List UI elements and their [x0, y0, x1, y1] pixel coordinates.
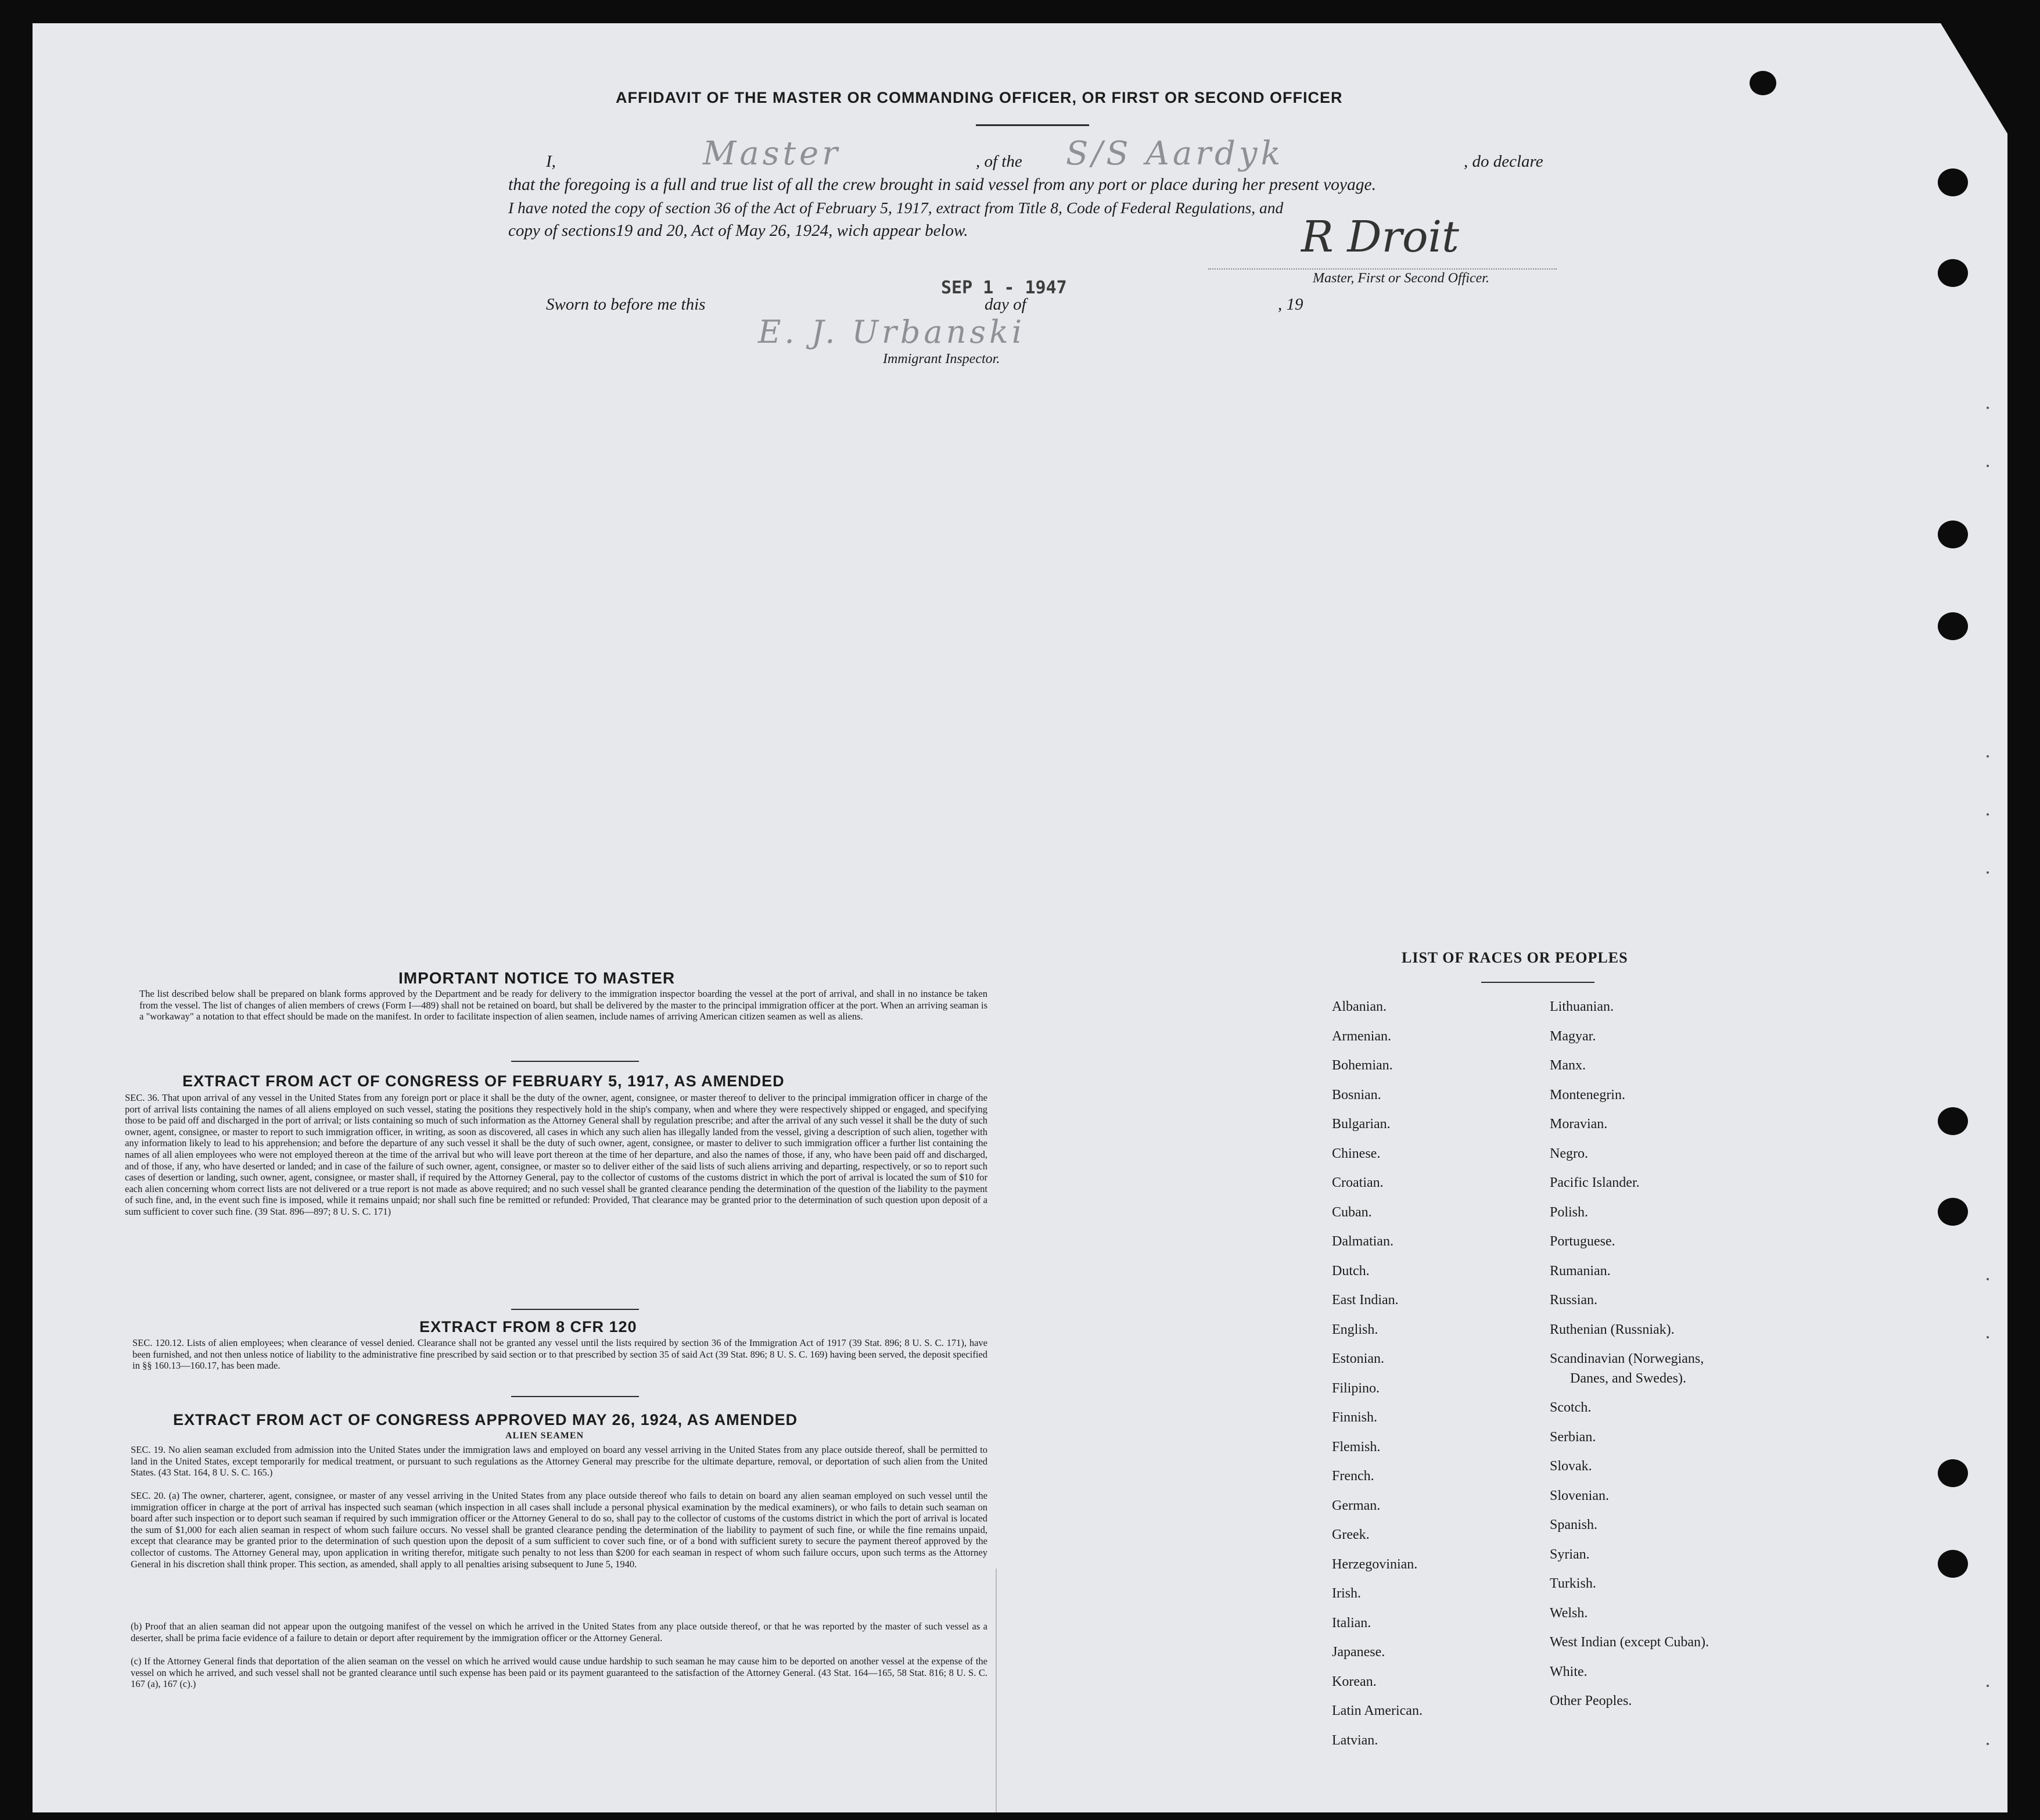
race-item: Bulgarian. [1332, 1117, 1391, 1132]
races-right-column [1550, 999, 1709, 1723]
punch-hole-icon [1938, 168, 1968, 196]
race-item: Chinese. [1332, 1146, 1381, 1161]
race-item: Scotch. [1550, 1400, 1592, 1415]
races-rule [1481, 982, 1594, 983]
races-left-column [1332, 999, 1423, 1762]
race-item: Scandinavian (Norwegians, [1550, 1351, 1704, 1366]
perforation-dot [1987, 407, 1989, 409]
officer-signature: R Droit [1301, 212, 1459, 262]
race-item: Portuguese. [1550, 1234, 1615, 1249]
signature-line [1208, 268, 1557, 270]
sec-20b-text: (b) Proof that an alien seaman did not appear upon the outgoing manifest of the vessel on which he arrived in the United States from any place outside thereof, or that he was reported by the master of such vessel as a deserter, shall be prima facie evidence of a failure to detain or deport after requirement by the immigration officer or the Attorney General. [131, 1621, 987, 1643]
perforation-dot [1987, 1336, 1989, 1338]
affidavit-heading: AFFIDAVIT OF THE MASTER OR COMMANDING OFFICER, OR FIRST OR SECOND OFFICER [616, 89, 1343, 106]
race-item: Italian. [1332, 1615, 1371, 1631]
race-item: Lithuanian. [1550, 999, 1614, 1014]
race-item: Magyar. [1550, 1028, 1596, 1044]
perforation-dot [1987, 755, 1989, 758]
race-item: Rumanian. [1550, 1263, 1611, 1279]
race-item: Ruthenian (Russniak). [1550, 1322, 1675, 1337]
race-item: Pacific Islander. [1550, 1175, 1640, 1190]
race-item: Danes, and Swedes). [1570, 1371, 1686, 1386]
race-item: Latin American. [1332, 1703, 1423, 1718]
race-item: Montenegrin. [1550, 1087, 1625, 1103]
date-stamp: SEP 1 - 1947 [941, 278, 1067, 298]
extract-1917-heading: EXTRACT FROM ACT OF CONGRESS OF FEBRUARY 5, 1917, AS AMENDED [182, 1072, 785, 1090]
extract-cfr-rule [511, 1396, 639, 1397]
notice-heading: IMPORTANT NOTICE TO MASTER [398, 969, 676, 987]
extract-cfr-text: SEC. 120.12. Lists of alien employees; when clearance of vessel denied. Clearance shall not be granted any vessel until the lists required by section 36 of the Immigration Act of 1917 (39 Stat. 896; 8 U. S. C. 171), have been furnished, and not then unless notice of liability to the administrative fine prescribed by said section or to that prescribed by section 35 of said Act (39 Stat. 896; 8 U. S. C. 169) having been served, the deposit specified in §§ 160.13—160.17, has been made. [132, 1337, 987, 1372]
of-the-label: , of the [976, 152, 1022, 171]
race-item: Filipino. [1332, 1380, 1380, 1396]
race-item: Croatian. [1332, 1175, 1384, 1190]
perforation-dot [1987, 465, 1989, 467]
notice-rule [511, 1061, 639, 1062]
sec-20c-text: (c) If the Attorney General finds that deportation of the alien seaman on the vessel on which he arrived would cause undue hardship to such seaman he may cause him to be deported on another vessel at the expense of the vessel on which he arrived, and such vessel shall not be granted clearance until such expense has been paid or its payment guaranteed to the satisfaction of the Attorney General. (43 Stat. 164—165, 58 Stat. 816; 8 U. S. C. 167 (a), 167 (c).) [131, 1656, 987, 1690]
year-label: , 19 [1278, 295, 1303, 314]
punch-hole-icon [1938, 612, 1968, 640]
race-item: Polish. [1550, 1204, 1589, 1220]
perforation-dot [1987, 1278, 1989, 1280]
day-of-label: day of [985, 295, 1026, 314]
race-item: Greek. [1332, 1527, 1370, 1542]
officer-caption: Master, First or Second Officer. [1313, 271, 1489, 286]
inspector-caption: Immigrant Inspector. [883, 351, 1000, 367]
race-item: German. [1332, 1498, 1381, 1513]
punch-hole-icon [1938, 1107, 1968, 1135]
punch-hole-icon [1938, 259, 1968, 287]
i-label: I, [546, 152, 556, 171]
race-item: Dalmatian. [1332, 1234, 1393, 1249]
race-item: Armenian. [1332, 1028, 1391, 1044]
races-heading: LIST OF RACES OR PEOPLES [1402, 949, 1628, 966]
race-item: Spanish. [1550, 1517, 1598, 1532]
sworn-label: Sworn to before me this [546, 295, 706, 314]
race-item: Russian. [1550, 1293, 1598, 1308]
perforation-dot [1987, 1743, 1989, 1745]
race-item: French. [1332, 1469, 1374, 1484]
race-item: Irish. [1332, 1586, 1361, 1601]
punch-hole-icon [1938, 520, 1968, 548]
race-item: Albanian. [1332, 999, 1387, 1014]
race-item: White. [1550, 1664, 1588, 1679]
race-item: Negro. [1550, 1146, 1588, 1161]
race-item: English. [1332, 1322, 1378, 1337]
fold-line [996, 1568, 997, 1812]
heading-rule [976, 124, 1089, 126]
extract-cfr-heading: EXTRACT FROM 8 CFR 120 [419, 1318, 637, 1336]
punch-hole-icon [1938, 1459, 1968, 1487]
perforation-dot [1987, 813, 1989, 816]
perforation-dot [1987, 871, 1989, 874]
race-item: Bohemian. [1332, 1058, 1393, 1073]
extract-1924-heading: EXTRACT FROM ACT OF CONGRESS APPROVED MAY 26, 1924, AS AMENDED [173, 1411, 798, 1428]
punch-hole-icon [1938, 1550, 1968, 1578]
race-item: Slovak. [1550, 1459, 1592, 1474]
race-item: Moravian. [1550, 1117, 1608, 1132]
vessel-entry: S/S Aardyk [1066, 135, 1284, 173]
race-item: Japanese. [1332, 1645, 1385, 1660]
declare-label: , do declare [1464, 152, 1543, 171]
affidavit-line-3: I have noted the copy of section 36 of the Act of February 5, 1917, extract from Title 8, Code of Federal Regulations, and [508, 199, 1284, 217]
race-item: East Indian. [1332, 1293, 1399, 1308]
race-item: Turkish. [1550, 1576, 1596, 1591]
race-item: Korean. [1332, 1674, 1377, 1689]
punch-hole-icon [1938, 1198, 1968, 1226]
race-item: Other Peoples. [1550, 1693, 1632, 1708]
race-item: Welsh. [1550, 1605, 1588, 1621]
perforation-dot [1987, 1685, 1989, 1687]
punch-hole-icon [1750, 71, 1776, 95]
master-entry: Master [703, 135, 841, 173]
race-item: Flemish. [1332, 1439, 1381, 1455]
sec-20a-text: SEC. 20. (a) The owner, charterer, agent, consignee, or master of any vessel arriving in the United States from any place outside thereof who fails to detain on board any alien seaman employed on such vessel until the immigration officer in charge at the port of arrival has inspected such seaman (which inspection in all cases shall include a personal physical examination by the medical examiners), or who fails to detain such seaman on board after such inspection or to deport such seaman if required by such immigration officer or the Attorney General to do so, shall pay to the collector of customs of the customs district in which the port of arrival is located the sum of $1,000 for each alien seaman in respect of whom such failure occurs. No vessel shall be granted clearance pending the determination of the liability to payment of such fine, or while the fine remains unpaid, except that clearance may be granted prior to the determination of such question upon the deposit of a sum sufficient to cover such fine, or of a bond with sufficient surety to secure the payment thereof approved by the collector of customs. The Attorney General may, upon application in writing therefor, mitigate such penalty to not less than $200 for each seaman in respect of whom such failure occurs, upon such terms as the Attorney General in his discretion shall think proper. This section, as amended, shall apply to all penalties arising subsequent to June 5, 1940. [131, 1490, 987, 1570]
race-item: Serbian. [1550, 1429, 1596, 1445]
notice-text: The list described below shall be prepared on blank forms approved by the Department and be ready for delivery to the immigration inspector boarding the vessel at the port of arrival, and shall in no instance be taken from the vessel. The list of changes of alien members of crews (Form I—489) shall not be retained on board, but shall be delivered by the master to the principal immigration officer at the port. When an arriving seaman is a "workaway" a notation to that effect should be made on the manifest. In order to facilitate inspection of alien seamen, include names of arriving American citizen seamen as well as aliens. [139, 988, 987, 1022]
race-item: Latvian. [1332, 1732, 1378, 1748]
race-item: Herzegovinian. [1332, 1556, 1418, 1572]
race-item: West Indian (except Cuban). [1550, 1635, 1709, 1650]
extract-1917-rule [511, 1309, 639, 1310]
extract-1917-text: SEC. 36. That upon arrival of any vessel in the United States from any foreign port or place it shall be the duty of the owner, agent, consignee, or master thereof to deliver to the principal immigration officer in charge of the port of arrival lists containing the names of all aliens employed on such vessel, stating the positions they respectively hold in the ship's company, when and where they were respectively shipped or engaged, and specifying those to be paid off and discharged in the port of arrival; or lists containing so much of such information as the Attorney General shall by regulation prescribe; and after the arrival of any such vessel it shall be the duty of such owner, agent, consignee, or master to report to such immigration officer, in writing, as soon as discovered, all cases in which any such alien has illegally landed from the vessel, giving a description of such alien, together with any information likely to lead to his apprehension; and before the departure of any such vessel it shall be the duty of such owner, agent, consignee, or master to deliver to such immigration officer a further list containing the names of all alien employees who were not employed thereon at the time of the arrival but who will leave port thereon at the time of her departure, and also the names of those, if any, who have been paid off and discharged, and of those, if any, who have deserted or landed; and in case of the failure of such owner, agent, consignee, or master so to deliver either of the said lists of such aliens arriving and departing, respectively, or so to report such cases of desertion or landing, such owner, agent, consignee, or master shall, if required by the Attorney General, pay to the collector of customs of the customs district in which the port of arrival is located the sum of $10 for each alien concerning whom correct lists are not delivered or a true report is not made as above required; and no such vessel shall be granted clearance pending the determination of the question of the liability to the payment of such fine, and, in the event such fine is imposed, while it remains unpaid; nor shall such fine be remitted or refunded: Provided, That clearance may be granted prior to the determination of such question upon deposit of a sum sufficient to cover such fine. (39 Stat. 896—897; 8 U. S. C. 171) [125, 1092, 987, 1217]
race-item: Manx. [1550, 1058, 1586, 1073]
affidavit-line-4: copy of sections19 and 20, Act of May 26, 1924, wich appear below. [508, 221, 968, 240]
alien-seamen-subheading: ALIEN SEAMEN [505, 1431, 584, 1441]
inspector-signature: E. J. Urbanski [758, 314, 1026, 350]
race-item: Bosnian. [1332, 1087, 1381, 1103]
race-item: Syrian. [1550, 1546, 1590, 1562]
race-item: Estonian. [1332, 1351, 1384, 1366]
sec-19-text: SEC. 19. No alien seaman excluded from admission into the United States under the immigration laws and employed on board any vessel arriving in the United States from any place outside thereof, shall be permitted to land in the United States, except temporarily for medical treatment, or pursuant to such regulations as the Attorney General may prescribe for the ultimate departure, removal, or deportation of such alien from the United States. (43 Stat. 164, 8 U. S. C. 165.) [131, 1444, 987, 1478]
race-item: Slovenian. [1550, 1488, 1609, 1503]
affidavit-line-2: that the foregoing is a full and true list of all the crew brought in said vessel from any port or place during her present voyage. [508, 175, 1376, 194]
race-item: Finnish. [1332, 1410, 1378, 1425]
race-item: Cuban. [1332, 1204, 1372, 1220]
race-item: Dutch. [1332, 1263, 1370, 1279]
